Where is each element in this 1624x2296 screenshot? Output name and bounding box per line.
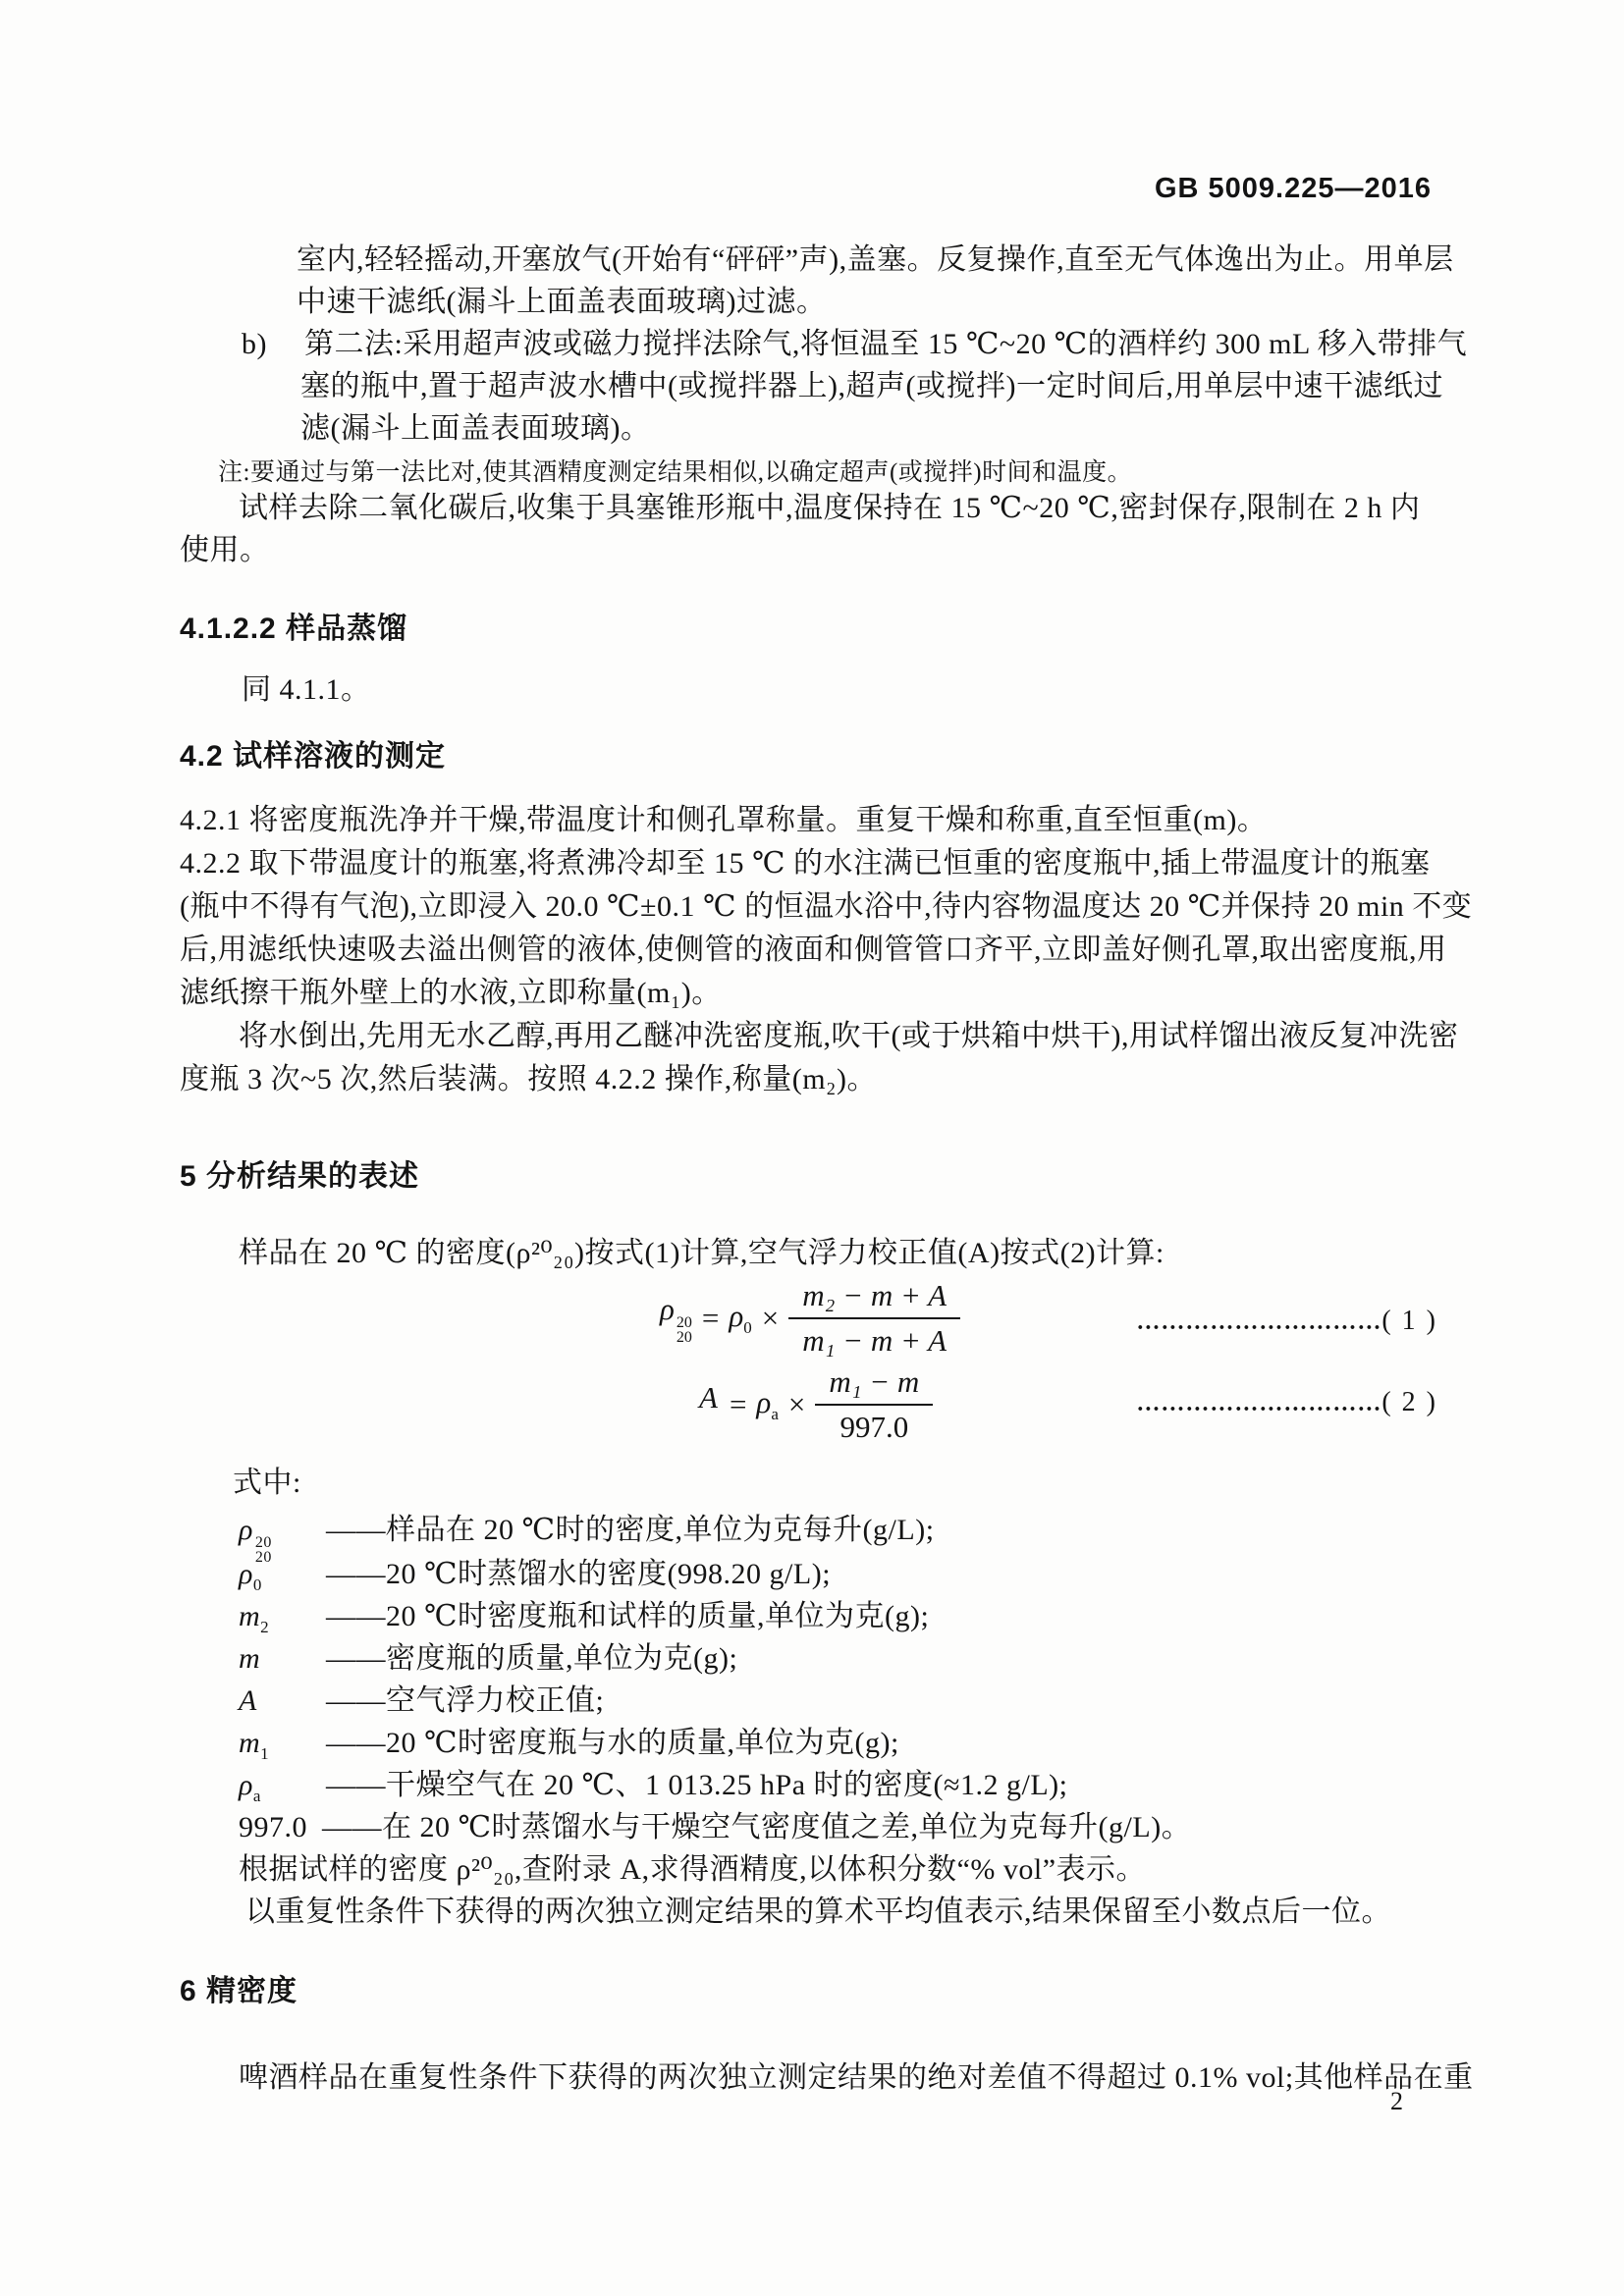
formula-2-coef: $\rho_a$: [756, 1384, 779, 1424]
body-line: (瓶中不得有气泡),立即浸入 20.0 ℃±0.1 ℃ 的恒温水浴中,待内容物温度达 20 ℃并保持 20 min 不变: [180, 890, 1473, 923]
symbol-desc: ——20 ℃时密度瓶与水的质量,单位为克(g);: [326, 1727, 899, 1759]
formula-1-leader: …………………………( 1 ): [1136, 1306, 1437, 1336]
body-line: 样品在 20 ℃ 的密度(ρ²⁰₂₀)按式(1)计算,空气浮力校正值(A)按式(2)计算:: [239, 1237, 1164, 1269]
symbol-list-intro: 式中:: [233, 1467, 301, 1499]
section-heading-5: 5 分析结果的表述: [180, 1160, 420, 1193]
body-line: 啤酒样品在重复性条件下获得的两次独立测定结果的绝对差值不得超过 0.1% vol;其他样品在重: [239, 2061, 1474, 2094]
body-line: 4.2.2 取下带温度计的瓶塞,将煮沸冷却至 15 ℃ 的水注满已恒重的密度瓶中,插上带温度计的瓶塞: [180, 847, 1431, 880]
list-item-b-line: 塞的瓶中,置于超声波水槽中(或搅拌器上),超声(或搅拌)一定时间后,用单层中速干滤纸过: [300, 370, 1443, 402]
symbol: 997.0: [239, 1811, 307, 1843]
symbol-desc: ——20 ℃时密度瓶和试样的质量,单位为克(g);: [326, 1600, 930, 1632]
symbol: ρ 20 20: [239, 1514, 272, 1566]
numerator: m₂ − m + A: [788, 1276, 960, 1319]
fraction: [815, 1362, 933, 1447]
section-heading-6: 6 精密度: [180, 1975, 298, 2007]
symbol-desc: ——空气浮力校正值;: [326, 1684, 605, 1717]
symbol: $\rho_a$: [239, 1769, 261, 1805]
body-line: 同 4.1.1。: [242, 673, 371, 706]
body-line: 度瓶 3 次~5 次,然后装满。按照 4.2.2 操作,称量(m₂)。: [180, 1063, 878, 1095]
body-line: 4.2.1 将密度瓶洗净并干燥,带温度计和侧孔罩称量。重复干燥和称重,直至恒重(m)。: [180, 804, 1268, 836]
formula-1: [660, 1276, 960, 1361]
body-line: 中速干滤纸(漏斗上面盖表面玻璃)过滤。: [297, 286, 827, 318]
list-item-b-line: 第二法:采用超声波或磁力搅拌法除气,将恒温至 15 ℃~20 ℃的酒样约 300 mL 移入带排气: [304, 328, 1468, 360]
body-line: 根据试样的密度 ρ²⁰₂₀,查附录 A,求得酒精度,以体积分数“% vol”表示。: [239, 1853, 1147, 1886]
body-line: 以重复性条件下获得的两次独立测定结果的算术平均值表示,结果保留至小数点后一位。: [245, 1896, 1391, 1928]
symbol-desc: ——样品在 20 ℃时的密度,单位为克每升(g/L);: [326, 1514, 935, 1546]
formula-2-leader: …………………………( 2 ): [1136, 1387, 1437, 1417]
formula-2-lhs: A: [699, 1379, 718, 1415]
body-line: 试样去除二氧化碳后,收集于具塞锥形瓶中,温度保持在 15 ℃~20 ℃,密封保存,限制在 2 h 内: [239, 492, 1421, 524]
section-heading-4-2: 4.2 试样溶液的测定: [180, 740, 447, 773]
body-line: 滤纸擦干瓶外壁上的水液,立即称量(m₁)。: [180, 977, 722, 1009]
symbol-desc: ——密度瓶的质量,单位为克(g);: [326, 1642, 738, 1675]
symbol: $\rho_0$: [239, 1558, 262, 1594]
symbol-desc: ——干燥空气在 20 ℃、1 013.25 hPa 时的密度(≈1.2 g/L);: [326, 1769, 1068, 1801]
standard-number: GB 5009.225—2016: [1154, 173, 1432, 204]
times-sign: ×: [787, 1387, 806, 1421]
formula-1-coef: $\rho_0$: [729, 1298, 752, 1338]
list-item-b-line: 滤(漏斗上面盖表面玻璃)。: [300, 412, 651, 445]
symbol: m: [239, 1642, 261, 1675]
formula-1-lhs: ρ 20 20: [660, 1292, 692, 1346]
body-line: 使用。: [180, 534, 270, 566]
fraction: [788, 1276, 960, 1361]
denominator: 997.0: [839, 1410, 909, 1444]
symbol-desc: ——在 20 ℃时蒸馏水与干燥空气密度值之差,单位为克每升(g/L)。: [322, 1811, 1192, 1843]
body-line: 室内,轻轻摇动,开塞放气(开始有“砰砰”声),盖塞。反复操作,直至无气体逸出为止。用单层: [297, 243, 1454, 276]
symbol: $m_1$: [239, 1727, 270, 1763]
body-line: 将水倒出,先用无水乙醇,再用乙醚冲洗密度瓶,吹干(或于烘箱中烘干),用试样馏出液反复冲洗密: [239, 1020, 1459, 1052]
note-line: 注:要通过与第一法比对,使其酒精度测定结果相似,以确定超声(或搅拌)时间和温度。: [218, 459, 1133, 486]
equals-sign: =: [701, 1301, 720, 1335]
equals-sign: =: [729, 1387, 747, 1421]
section-heading-4-1-2-2: 4.1.2.2 样品蒸馏: [180, 613, 408, 645]
list-label-b: b): [242, 328, 267, 360]
denominator: m₁ − m + A: [802, 1323, 947, 1358]
page-number: 2: [1390, 2087, 1403, 2115]
body-line: 后,用滤纸快速吸去溢出侧管的液体,使侧管的液面和侧管管口齐平,立即盖好侧孔罩,取出密度瓶,用: [180, 934, 1447, 966]
times-sign: ×: [761, 1301, 780, 1335]
numerator: m₁ − m: [815, 1362, 933, 1406]
symbol-desc: ——20 ℃时蒸馏水的密度(998.20 g/L);: [326, 1558, 832, 1590]
symbol: $m_2$: [239, 1600, 270, 1636]
symbol: A: [239, 1684, 257, 1717]
formula-2: [699, 1362, 933, 1447]
